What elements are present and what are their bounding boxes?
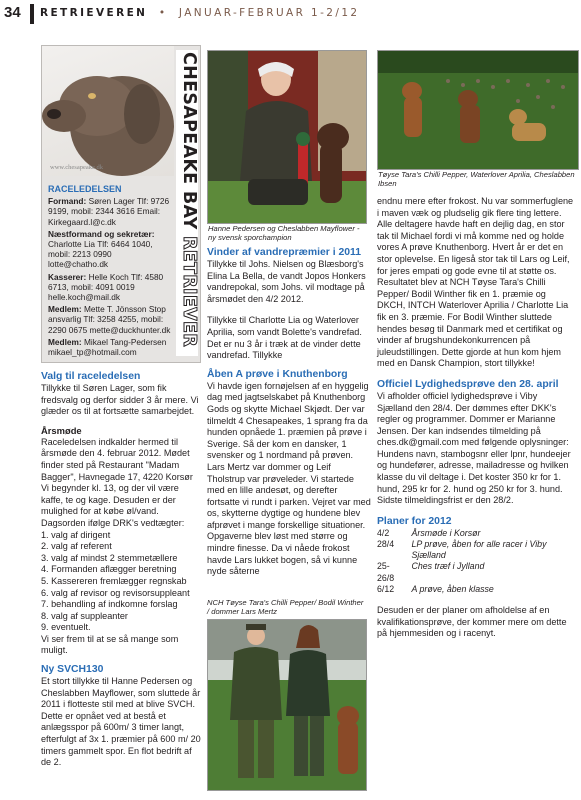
- plan-event: A prøve, åben klasse: [411, 583, 494, 594]
- member-item: [48, 304, 174, 335]
- member-text: Charlotte Lia Tlf: 6464 1040, mobil: 2213 0990 lotte@chatho.dk: [48, 239, 153, 270]
- photo-hanne-illustration: [208, 51, 366, 223]
- member-role: Medlem:: [48, 336, 82, 347]
- aarsmode-closing: Vi ser frem til at se så mange som muligt.: [41, 633, 179, 656]
- column-2: [207, 246, 371, 578]
- table-row: [377, 561, 575, 583]
- plan-date: 4/2: [377, 527, 390, 538]
- plan-event: Ches træf i Jylland: [411, 561, 485, 572]
- table-row: [377, 584, 575, 595]
- photo-hanne-mayflower: [207, 50, 367, 224]
- agenda-item: 4. Formanden aflægger beretning: [41, 564, 177, 575]
- section-text-aarsmode: Raceledelsen indkalder hermed til årsmøde den 4. februar 2012. Mødet finder sted på Restaurant "Madam Bagger", Havnegade 17, 4220 Korsør Vi begynder kl. 13, og der vil være kaffe, te og kage. Desuden er der mulighed for at købe øl/vand. Dagsorden ifølge DRK's vedtægter:: [41, 436, 193, 528]
- section-title-planer: Planer for 2012: [377, 515, 452, 527]
- committee-title: RACELEDELSEN: [48, 184, 122, 194]
- column-1: [41, 364, 201, 769]
- page-header: [0, 0, 581, 40]
- issue-label: JANUAR-FEBRUAR 1-2/12: [178, 7, 360, 19]
- plan-date: 25-26/8: [377, 561, 395, 583]
- member-item: [48, 229, 174, 270]
- section-title-valg: Valg til raceledelsen: [41, 371, 141, 382]
- photo-three-dogs: [377, 50, 579, 170]
- section-title-lydighed: Officiel Lydighedsprøve den 28. april: [377, 378, 559, 390]
- magazine-name: RETRIEVEREN: [40, 7, 148, 19]
- member-role: Næstformand og sekretær:: [48, 228, 155, 239]
- photo-bodil-illustration: [208, 620, 366, 790]
- agenda-item: 6. valg af revisor og revisorsuppleant: [41, 587, 190, 598]
- vertical-title-b: RETRIEVER: [179, 236, 199, 347]
- photo1-caption: Hanne Pedersen og Cheslabben Mayflower - ny svensk sporchampion: [208, 224, 360, 243]
- agenda-item: 8. valg af suppleanter: [41, 610, 128, 621]
- section-text-continued: endnu mere efter frokost. Nu var sommerfuglene i maven væk og pludselig gik flere ting lettere. Alle deltagere havde haft en dejlig dag, en stor tak til Michael fordi vi må komme ned og holde vores A prøve Knuthenborg. Hvert år er det en stor oplevelse. En ligeså stor tak til Lars og Leif, for jeres empati og gode evne til at støtte os. Resultatet blev at NCH Tøyse Tara's Chilli Pepper/ Bodil Winther fik en 1. præmie og DKCH, INTCH Waterlover Aprilia / Charlotte Lia fik en 3. præmie. For Bodil Winther sluttede hendes besøg til Danmark med et certifikat og vinder af brugshundekonkurrencen på juleudstillingen. Dette gjorde at hun kom hjem med en Dansk Champion, stort tillykke!: [377, 196, 574, 369]
- section-text-aaben: Vi havde igen fornøjelsen af en hyggelig dag med jagtselskabet på Knuthenborg Gods og skytte Michael Skjødt. Der var tilmeldt 4 Chesapeakes, 1 sprang fra da hunden opnåede 1. præmien på prøve i Sverige. Så der kom en dansker, 1 svensker og 1 nordmand på prøven. Lars Mertz var dommer og Leif Tholstrup var prøveleder. Vi startede med en lille andesøt, og derefter fortsatte vi rundt i parken. Vejret var med os, skytterne dygtige og hundene blev afprøvet i mange forskellige situationer. Opgaverne blev løst med større og mindre finesse. Da vi nåede frokost havde Lars lukket bogen, så vi kunne nyde såterne: [207, 380, 371, 577]
- plan-date: 6/12: [377, 583, 395, 594]
- website-url: www.chesapeake.dk: [50, 164, 103, 171]
- member-item: [48, 272, 174, 303]
- plans-closing: Desuden er der planer om afholdelse af en kvalifikationsprøve, der kommer mere om dette på hjemmesiden og i racenyt.: [377, 605, 567, 639]
- member-text: Mette T. Jönsson Stop ansvarlig Tlf: 3258 4255, mobil: 2290 0675 mette@duckhunter.dk: [48, 304, 171, 335]
- agenda-item: 9. eventuelt.: [41, 622, 91, 633]
- member-role: Medlem:: [48, 304, 82, 315]
- vertical-title-a: CHESAPEAKE BAY: [179, 52, 199, 230]
- member-text: Helle Koch Tlf: 4580 6713, mobil: 4091 0019 helle.koch@mail.dk: [48, 271, 164, 303]
- photo-chilli-pepper-bodil: [207, 619, 367, 791]
- plan-date: 28/4: [377, 539, 395, 550]
- agenda-item: 7. behandling af indkomne forslag: [41, 599, 178, 610]
- member-text: Mikael Tang-Pedersen mikael_tp@hotmail.com: [48, 336, 167, 358]
- section-text-lydighed: Vi afholder officiel lydighedsprøve i Viby Sjælland den 28/4. Der dømmes efter DKK's regler og programmer. Dommer er Marianne Jensen. Der kan indsendes tilmelding på ches.dk@gmail.com med følgende oplysninger: Hundens navn, stambogsnr eller lpnr, hundeejer og hundefører, adresse, mailadresse og hvilken klasse du vil deltage i. Det koster 350 kr for 1. hund, 295 kr for 2. hund og 250 kr for 3. hund. Sidste tilmeldingsfrist er den 28/2.: [377, 390, 571, 506]
- agenda-item: 2. valg af referent: [41, 541, 112, 552]
- table-row: [377, 539, 575, 561]
- plan-event: Årsmøde i Korsør: [411, 527, 481, 538]
- header-title: RETRIEVEREN • JANUAR-FEBRUAR 1-2/12: [40, 7, 360, 19]
- committee-info: [48, 184, 174, 359]
- photo3-caption: Tøyse Tara's Chilli Pepper, Waterlover Aprilia, Cheslabben Ibsen: [378, 170, 575, 189]
- table-row: [377, 528, 575, 539]
- dog-portrait-image: [42, 46, 174, 176]
- member-role: Formand:: [48, 196, 87, 207]
- member-item: [48, 337, 174, 357]
- dog-head-illustration: [42, 46, 174, 176]
- member-item: [48, 196, 174, 227]
- page-number: 34: [4, 4, 21, 21]
- header-divider: [30, 4, 34, 24]
- vertical-title: [179, 52, 199, 347]
- member-role: Kasserer:: [48, 271, 87, 282]
- agenda-list: [41, 530, 201, 634]
- photo2-caption: NCH Tøyse Tara's Chilli Pepper/ Bodil Winther / dommer Lars Mertz: [207, 598, 364, 617]
- section-text-vinder-1: Tillykke til Johs. Nielsen og Blæsborg's Elina La Bella, de vandt Jopos Honkers vandrepokal, som Johs. vil modtage på årsmødet den 4/2 2012.: [207, 259, 366, 304]
- agenda-item: 5. Kassereren fremlægger regnskab: [41, 575, 187, 586]
- section-text-vinder-2: Tillykke til Charlotte Lia og Waterlover Aprilia, som vandt Bolette's vandrefad. Det er nu 3 år i træk at de vinder dette vandrefad. Tillykke: [207, 315, 362, 361]
- agenda-item: 1. valg af dirigent: [41, 529, 111, 540]
- section-title-vinder: Vinder af vandrepræmier i 2011: [207, 247, 362, 258]
- sidebar-box: [41, 45, 201, 363]
- section-text-valg: Tillykke til Søren Lager, som fik fredsvalg og derfor sidder 3 år mere. Vi glæder os til at fortsætte samarbejdet.: [41, 383, 199, 417]
- section-title-svch: Ny SVCH130: [41, 664, 104, 676]
- plans-table: [377, 528, 575, 595]
- section-title-aarsmode: Årsmøde: [41, 424, 82, 436]
- member-text: Søren Lager Tlf: 9726 9199, mobil: 2344 3616 Email: Kirkegaard.l@c.dk: [48, 196, 170, 227]
- column-3: [377, 196, 575, 640]
- photo-dogs-illustration: [378, 51, 578, 169]
- section-title-aaben: Åben A prøve i Knuthenborg: [207, 368, 348, 380]
- agenda-item: 3. valg af mindst 2 stemmetællere: [41, 552, 178, 563]
- plan-event: LP prøve, åben for alle racer i Viby Sjælland: [411, 539, 547, 561]
- section-text-svch: Et stort tillykke til Hanne Pedersen og Cheslabben Mayflower, som sluttede år 2011 i flotteste stil med at blive SVCH. Dette er opnået ved at bestå et anlægsspor på 600m/ 3 timer langt, efterfulgt af 3x 1. præmier på 600 m/ 20 timers gammelt spor. En flot bedrift af de 2.: [41, 676, 201, 768]
